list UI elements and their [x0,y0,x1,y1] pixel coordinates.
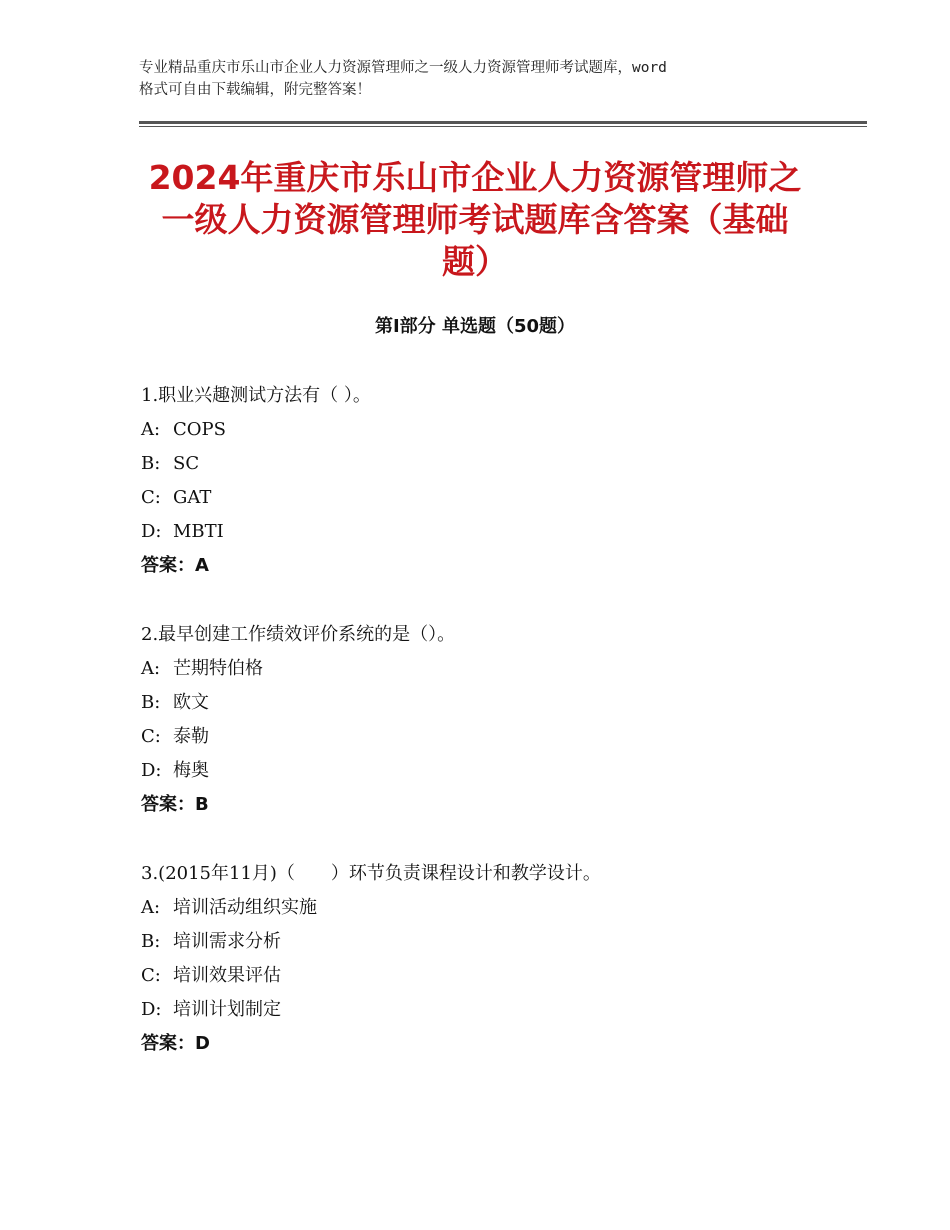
document-title [130,157,820,283]
answer: 答案：D [141,1033,210,1054]
option-text: SC [173,453,200,474]
answer: 答案：B [141,794,209,815]
option-key: A: [141,658,161,679]
header-note [139,57,829,101]
question-3 [141,861,841,1065]
option-key: A: [141,419,161,440]
option-d [141,997,841,1031]
option-c [141,724,841,758]
header-divider-thin [139,126,867,127]
option-text: 欧文 [173,692,209,713]
header-divider-thick [139,121,867,124]
option-key: C: [141,487,161,508]
title-line-3: 题） [442,242,508,281]
question-1 [141,383,841,587]
question-stem: 3.(2015年11月)（ ）环节负责课程设计和教学设计。 [141,863,601,884]
option-text: 芒期特伯格 [173,658,263,679]
header-note-line-2: 格式可自由下载编辑，附完整答案！ [139,82,371,98]
option-text: GAT [173,487,212,508]
option-text: 培训效果评估 [173,965,281,986]
option-b [141,451,841,485]
option-d [141,519,841,553]
option-d [141,758,841,792]
option-text: MBTI [173,521,224,542]
option-b [141,929,841,963]
option-key: B: [141,931,161,952]
option-c [141,485,841,519]
option-key: C: [141,726,161,747]
option-b [141,690,841,724]
option-key: C: [141,965,161,986]
header-note-line-1: 专业精品重庆市乐山市企业人力资源管理师之一级人力资源管理师考试题库，word [139,60,667,76]
option-text: 泰勒 [173,726,209,747]
option-key: D: [141,521,162,542]
option-text: 培训计划制定 [173,999,281,1020]
option-key: D: [141,999,162,1020]
question-2 [141,622,841,826]
option-a [141,895,841,929]
option-key: B: [141,453,161,474]
option-text: COPS [173,419,226,440]
option-key: B: [141,692,161,713]
title-line-2: 一级人力资源管理师考试题库含答案（基础 [161,200,789,239]
option-c [141,963,841,997]
option-text: 梅奥 [173,760,209,781]
title-line-1: 2024年重庆市乐山市企业人力资源管理师之 [148,158,802,197]
option-text: 培训需求分析 [173,931,281,952]
option-a [141,656,841,690]
option-key: A: [141,897,161,918]
option-a [141,417,841,451]
option-key: D: [141,760,162,781]
option-text: 培训活动组织实施 [173,897,317,918]
question-stem: 2.最早创建工作绩效评价系统的是（）。 [141,624,456,645]
section-heading: 第Ⅰ部分 单选题（50题） [374,316,575,337]
question-stem: 1.职业兴趣测试方法有（ ）。 [141,385,371,406]
answer: 答案：A [141,555,209,576]
